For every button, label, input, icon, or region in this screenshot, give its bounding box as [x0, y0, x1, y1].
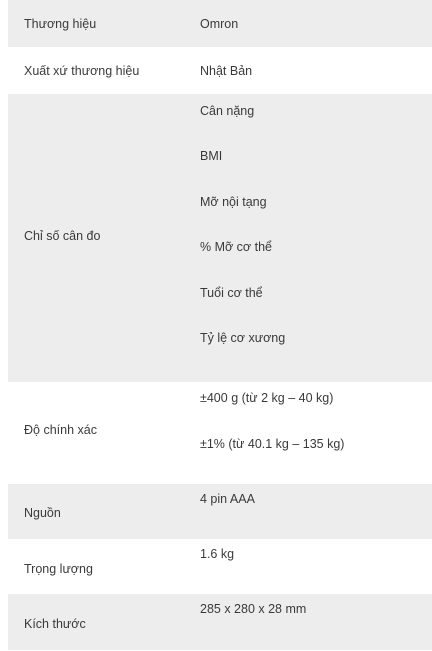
spec-row-accuracy: [8, 382, 432, 484]
spec-value-origin: Nhật Bản: [200, 64, 253, 78]
spec-label-origin: Xuất xứ thương hiệu: [24, 64, 140, 78]
spec-label-brand: Thương hiệu: [24, 17, 97, 31]
spec-value-dimensions: 285 x 280 x 28 mm: [200, 602, 307, 616]
spec-row-origin: [8, 47, 432, 94]
spec-value-metric: % Mỡ cơ thể: [200, 240, 272, 254]
spec-label-weight: Trọng lượng: [24, 562, 93, 576]
spec-row-dimensions: [8, 594, 432, 650]
spec-value-accuracy: ±400 g (từ 2 kg – 40 kg): [200, 391, 334, 405]
spec-value-metric: Tỷ lệ cơ xương: [200, 331, 286, 345]
spec-label-accuracy: Độ chính xác: [24, 423, 97, 437]
spec-value-metric: BMI: [200, 149, 223, 163]
spec-value-power: 4 pin AAA: [200, 492, 255, 506]
spec-value-metric: Mỡ nội tạng: [200, 195, 267, 209]
spec-row-brand: [8, 0, 432, 47]
spec-label-metrics: Chỉ số cân đo: [24, 229, 101, 243]
spec-value-brand: Omron: [200, 17, 239, 31]
spec-value-accuracy: ±1% (từ 40.1 kg – 135 kg): [200, 437, 345, 451]
spec-value-weight: 1.6 kg: [200, 547, 235, 561]
spec-table: [8, 0, 432, 650]
spec-row-weight: [8, 539, 432, 594]
spec-value-metric: Tuổi cơ thể: [200, 286, 263, 300]
spec-label-dimensions: Kích thước: [24, 617, 86, 631]
spec-row-power: [8, 484, 432, 539]
spec-row-metrics: [8, 94, 432, 382]
spec-label-power: Nguồn: [24, 506, 61, 520]
spec-value-metric: Cân nặng: [200, 104, 255, 118]
